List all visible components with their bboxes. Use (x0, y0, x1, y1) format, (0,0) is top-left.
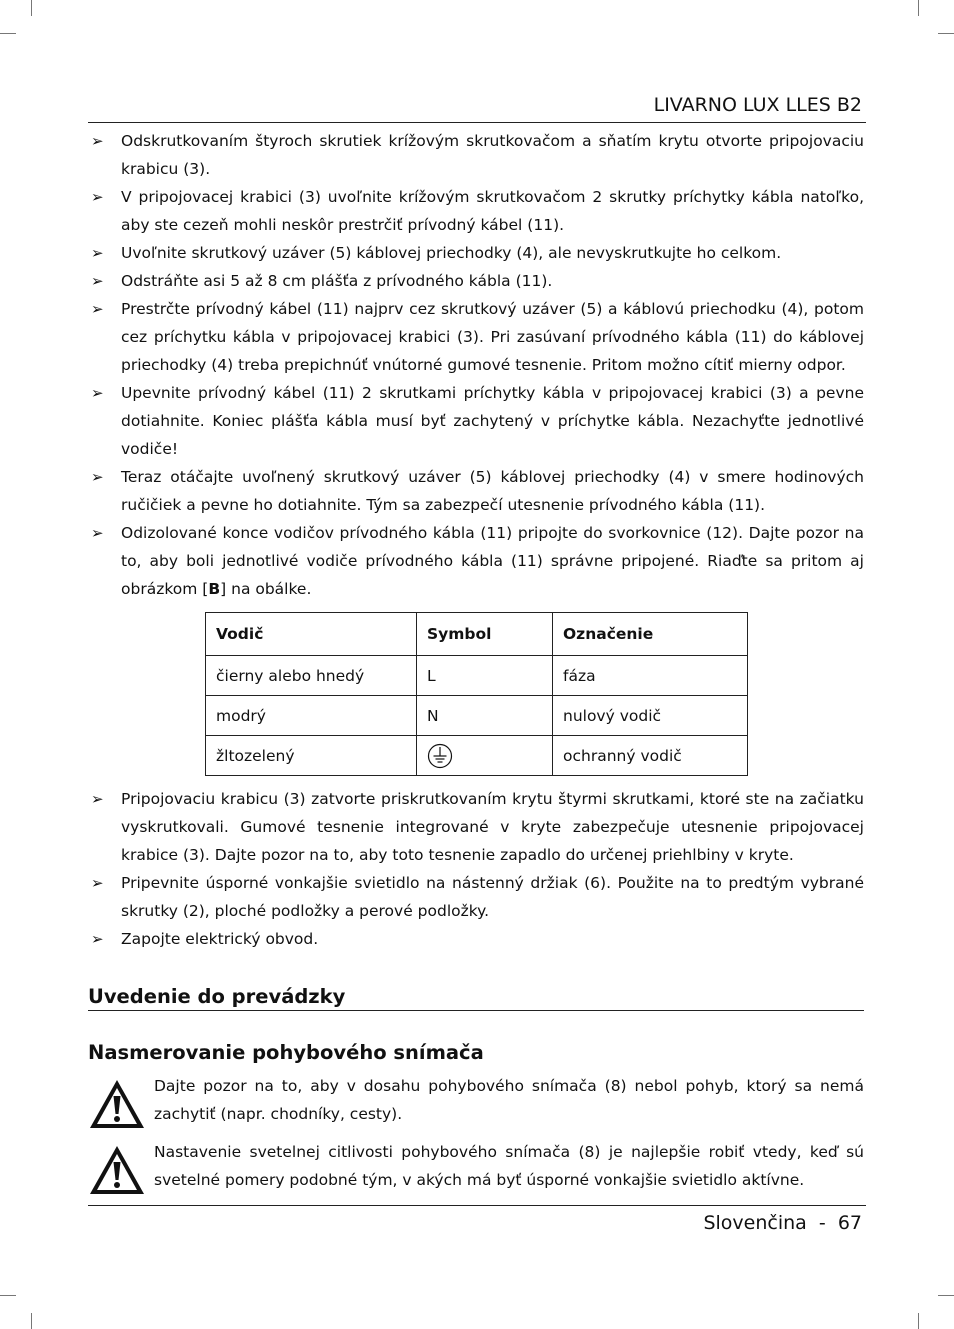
crop-mark (31, 1313, 32, 1329)
crop-mark (938, 33, 954, 34)
list-item (88, 379, 864, 463)
list-item (88, 519, 864, 603)
arrow-bullet-icon: ➢ (91, 790, 104, 808)
list-item-text: Teraz otáčajte uvoľnený skrutkový uzáver (5) káblovej priechodky (4) v smere hodinových ručičiek a pevne ho dotiahnite. Tým sa zabezpečí utesnenie prívodného kábla (11). (121, 468, 864, 514)
arrow-bullet-icon: ➢ (91, 188, 104, 206)
page-number: Slovenčina - 67 (703, 1212, 862, 1234)
section-heading: Uvedenie do prevádzky (88, 985, 864, 1011)
warning-triangle-icon (88, 1078, 146, 1130)
figure-reference: B (208, 580, 221, 598)
table-row (206, 696, 748, 736)
wire-table (205, 612, 748, 776)
list-item-text: Uvoľnite skrutkový uzáver (5) káblovej priechodky (4), ale nevyskrutkujte ho celkom. (121, 244, 782, 262)
list-item-text-after: ] na obálke. (220, 580, 312, 598)
instruction-list-bottom (88, 785, 864, 953)
section-heading: Nasmerovanie pohybového snímača (88, 1041, 484, 1064)
crop-mark (918, 0, 919, 16)
list-item (88, 869, 864, 925)
crop-mark (0, 1295, 16, 1296)
page-content (88, 127, 864, 1194)
warning-note (88, 1138, 864, 1194)
list-item-text: Upevnite prívodný kábel (11) 2 skrutkami príchytky kábla v pripojovacej krabici (3) a pevne dotiahnite. Koniec plášťa kábla musí byť zachytený v príchytke kábla. Nezachyťte jednotlivé vodiče! (121, 384, 864, 458)
table-header-row (206, 613, 748, 656)
warning-note (88, 1072, 864, 1128)
cell-label: nulový vodič (553, 696, 748, 736)
arrow-bullet-icon: ➢ (91, 272, 104, 290)
cell-symbol: L (417, 656, 553, 696)
header-title: LIVARNO LUX LLES B2 (653, 94, 862, 116)
list-item (88, 183, 864, 239)
cell-wire: modrý (206, 696, 417, 736)
column-header-wire: Vodič (206, 613, 417, 656)
table-row (206, 656, 748, 696)
arrow-bullet-icon: ➢ (91, 524, 104, 542)
cell-symbol (417, 736, 553, 776)
arrow-bullet-icon: ➢ (91, 874, 104, 892)
list-item (88, 295, 864, 379)
crop-mark (918, 1313, 919, 1329)
crop-mark (938, 1295, 954, 1296)
list-item (88, 127, 864, 183)
arrow-bullet-icon: ➢ (91, 300, 104, 318)
cell-label: ochranný vodič (553, 736, 748, 776)
warning-text: Dajte pozor na to, aby v dosahu pohybového snímača (8) nebol pohyb, ktorý sa nemá zachytiť (napr. chodníky, cesty). (154, 1077, 864, 1123)
list-item-text: V pripojovacej krabici (3) uvoľnite krížovým skrutkovačom 2 skrutky príchytky kábla natoľko, aby ste cezeň mohli neskôr prestrčiť prívodný kábel (11). (121, 188, 864, 234)
list-item-text: Prestrčte prívodný kábel (11) najprv cez skrutkový uzáver (5) a káblovú priechodku (4), potom cez príchytku kábla v pripojovacej krabici (3). Pri zasúvaní prívodného kábla (11) do káblovej priechodky (4) treba prepichnúť vnútorné gumové tesnenie. Pritom možno cítiť mierny odpor. (121, 300, 864, 374)
list-item (88, 267, 864, 295)
list-item-text: Zapojte elektrický obvod. (121, 930, 319, 948)
arrow-bullet-icon: ➢ (91, 930, 104, 948)
arrow-bullet-icon: ➢ (91, 468, 104, 486)
column-header-symbol: Symbol (417, 613, 553, 656)
crop-mark (31, 0, 32, 16)
warning-text: Nastavenie svetelnej citlivosti pohybového snímača (8) je najlepšie robiť vtedy, keď sú svetelné pomery podobné tým, v akých má byť úsporné vonkajšie svietidlo aktívne. (154, 1143, 864, 1189)
cell-label: fáza (553, 656, 748, 696)
list-item-text: Pripojovaciu krabicu (3) zatvorte priskrutkovaním krytu štyrmi skrutkami, ktoré ste na začiatku vyskrutkovali. Gumové tesnenie integrované v kryte zabezpečuje utesnenie pripojovacej krabice (3). Dajte pozor na to, aby toto tesnenie zapadlo do určenej priehlbiny v kryte. (121, 790, 864, 864)
list-item-text-before: Odizolované konce vodičov prívodného kábla (11) pripojte do svorkovnice (12). Dajte pozor na to, aby boli jednotlivé vodiče prívodného kábla (11) správne pripojené. Riaďte sa pritom aj obrázkom [ (121, 524, 864, 598)
ground-symbol-icon (427, 743, 453, 769)
page-header (88, 94, 866, 123)
crop-mark (0, 33, 16, 34)
list-item (88, 463, 864, 519)
list-item-text: Odskrutkovaním štyroch skrutiek krížovým skrutkovačom a sňatím krytu otvorte pripojovaciu krabicu (3). (121, 132, 864, 178)
instruction-list-top (88, 127, 864, 603)
list-item (88, 785, 864, 869)
cell-symbol: N (417, 696, 553, 736)
list-item-text: Odstráňte asi 5 až 8 cm plášťa z prívodného kábla (11). (121, 272, 553, 290)
page-footer (88, 1205, 866, 1234)
arrow-bullet-icon: ➢ (91, 244, 104, 262)
cell-wire: žltozelený (206, 736, 417, 776)
list-item (88, 925, 864, 953)
cell-wire: čierny alebo hnedý (206, 656, 417, 696)
list-item-text: Pripevnite úsporné vonkajšie svietidlo na nástenný držiak (6). Použite na to predtým vybrané skrutky (2), ploché podložky a perové podložky. (121, 874, 864, 920)
arrow-bullet-icon: ➢ (91, 384, 104, 402)
column-header-label: Označenie (553, 613, 748, 656)
list-item (88, 239, 864, 267)
arrow-bullet-icon: ➢ (91, 132, 104, 150)
table-row (206, 736, 748, 776)
warning-triangle-icon (88, 1144, 146, 1196)
